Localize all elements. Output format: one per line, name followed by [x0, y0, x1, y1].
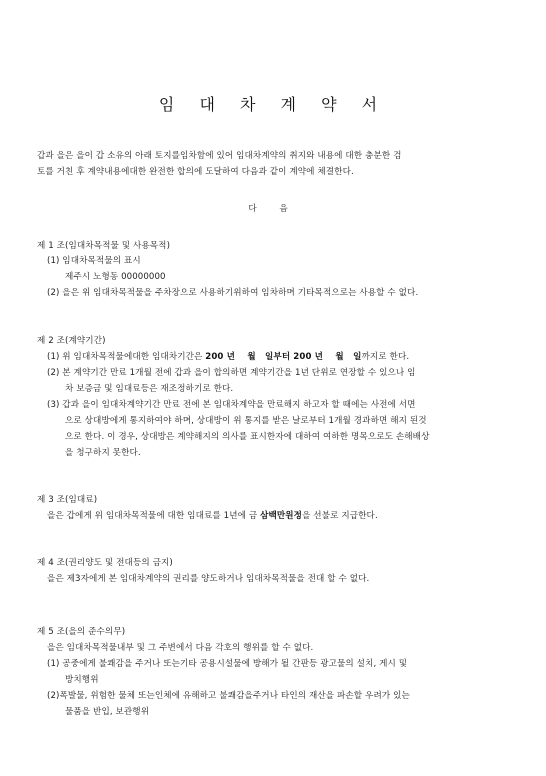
- da-eum-heading: 다 음: [248, 204, 298, 214]
- article-5-clause-1-cont: 방치행위: [65, 675, 99, 685]
- article-5-heading: 제 5 조(을의 준수의무): [37, 627, 126, 637]
- article-2-clause-2: (2) 본 계약기간 만료 1개월 전에 갑과 을이 합의하면 계약기간을 1년 단위로 연장할 수 있으나 임: [47, 368, 416, 378]
- article-2-clause-1: [47, 351, 409, 363]
- article-2-clause-3-cont-3: 을 청구하지 못한다.: [65, 448, 141, 458]
- article-5-clause-2-cont: 물품을 반입, 보관행위: [65, 707, 150, 717]
- article-1-location: 제주시 노형동 00000000: [65, 272, 166, 282]
- article-5-clause-1: (1) 공중에게 불쾌감을 주거나 또는기타 공용시설물에 방해가 될 간판등 광고물의 설치, 게시 및: [47, 659, 408, 669]
- article-4-heading: 제 4 조(권리양도 및 전대등의 금지): [37, 558, 173, 568]
- document-title: 임 대 차 계 약 서: [158, 95, 388, 114]
- article-3-clause: [47, 510, 378, 522]
- article-3-heading: 제 3 조(임대료): [37, 495, 98, 505]
- article-1-clause-1: (1) 임대차목적물의 표시: [47, 256, 141, 266]
- article-2-heading: 제 2 조(계약기간): [37, 336, 106, 346]
- article-2-clause-2-cont: 차 보증금 및 임대료등은 재조정하기로 한다.: [65, 384, 234, 394]
- article-2-clause-3-cont-1: 으로 상대방에게 통지하여야 하며, 상대방이 위 통지를 받은 날로부터 1개월 경과하면 해지 된것: [65, 416, 427, 426]
- article-5-intro: 을은 임대차목적물내부 및 그 주변에서 다음 각호의 행위를 할 수 없다.: [47, 643, 314, 653]
- rent-amount: 삼백만원정: [260, 511, 303, 521]
- article-2-clause-1-end: 까지로 한다.: [361, 352, 410, 362]
- article-4-clause: 을은 제3자에게 본 임대차계약의 권리를 양도하거나 임대차목적물을 전대 할 수 없다.: [47, 574, 370, 584]
- article-1-clause-2: (2) 을은 위 임대차목적물을 주차장으로 사용하기위하여 임차하며 기타목적으로는 사용할 수 없다.: [47, 288, 419, 298]
- intro-line-2: 토를 거친 후 계약내용에대한 완전한 합의에 도달하여 다음과 같이 계약에 체결한다.: [37, 167, 354, 177]
- lease-period: 200 년 월 일부터 200 년 월 일: [205, 352, 362, 362]
- article-1-heading: 제 1 조(임대차목적물 및 사용목적): [37, 241, 171, 251]
- article-5-clause-2: (2)폭발물, 위험한 물체 또는인체에 유해하고 불쾌감을주거나 타인의 재산을 파손할 우려가 있는: [47, 691, 410, 701]
- article-2-clause-3-cont-2: 으로 한다. 이 경우, 상대방은 계약해지의 의사를 표시한자에 대하여 여하한 명목으로도 손해배상: [65, 432, 430, 442]
- article-3-clause-text: 을은 갑에게 위 임대차목적물에 대한 임대료를 1년에 금: [47, 511, 261, 521]
- intro-line-1: 갑과 을은 을이 갑 소유의 아래 토지를임차함에 있어 임대차계약의 취지와 내용에 대한 충분한 검: [37, 151, 402, 161]
- article-2-clause-1-text: (1) 위 임대차목적물에대한 임대차기간은: [47, 352, 206, 362]
- article-3-clause-end: 을 선불로 지급한다.: [302, 511, 378, 521]
- article-2-clause-3: (3) 갑과 을이 임대차계약기간 만료 전에 본 임대차계약을 만료해지 하고자 할 때에는 사전에 서면: [47, 400, 416, 410]
